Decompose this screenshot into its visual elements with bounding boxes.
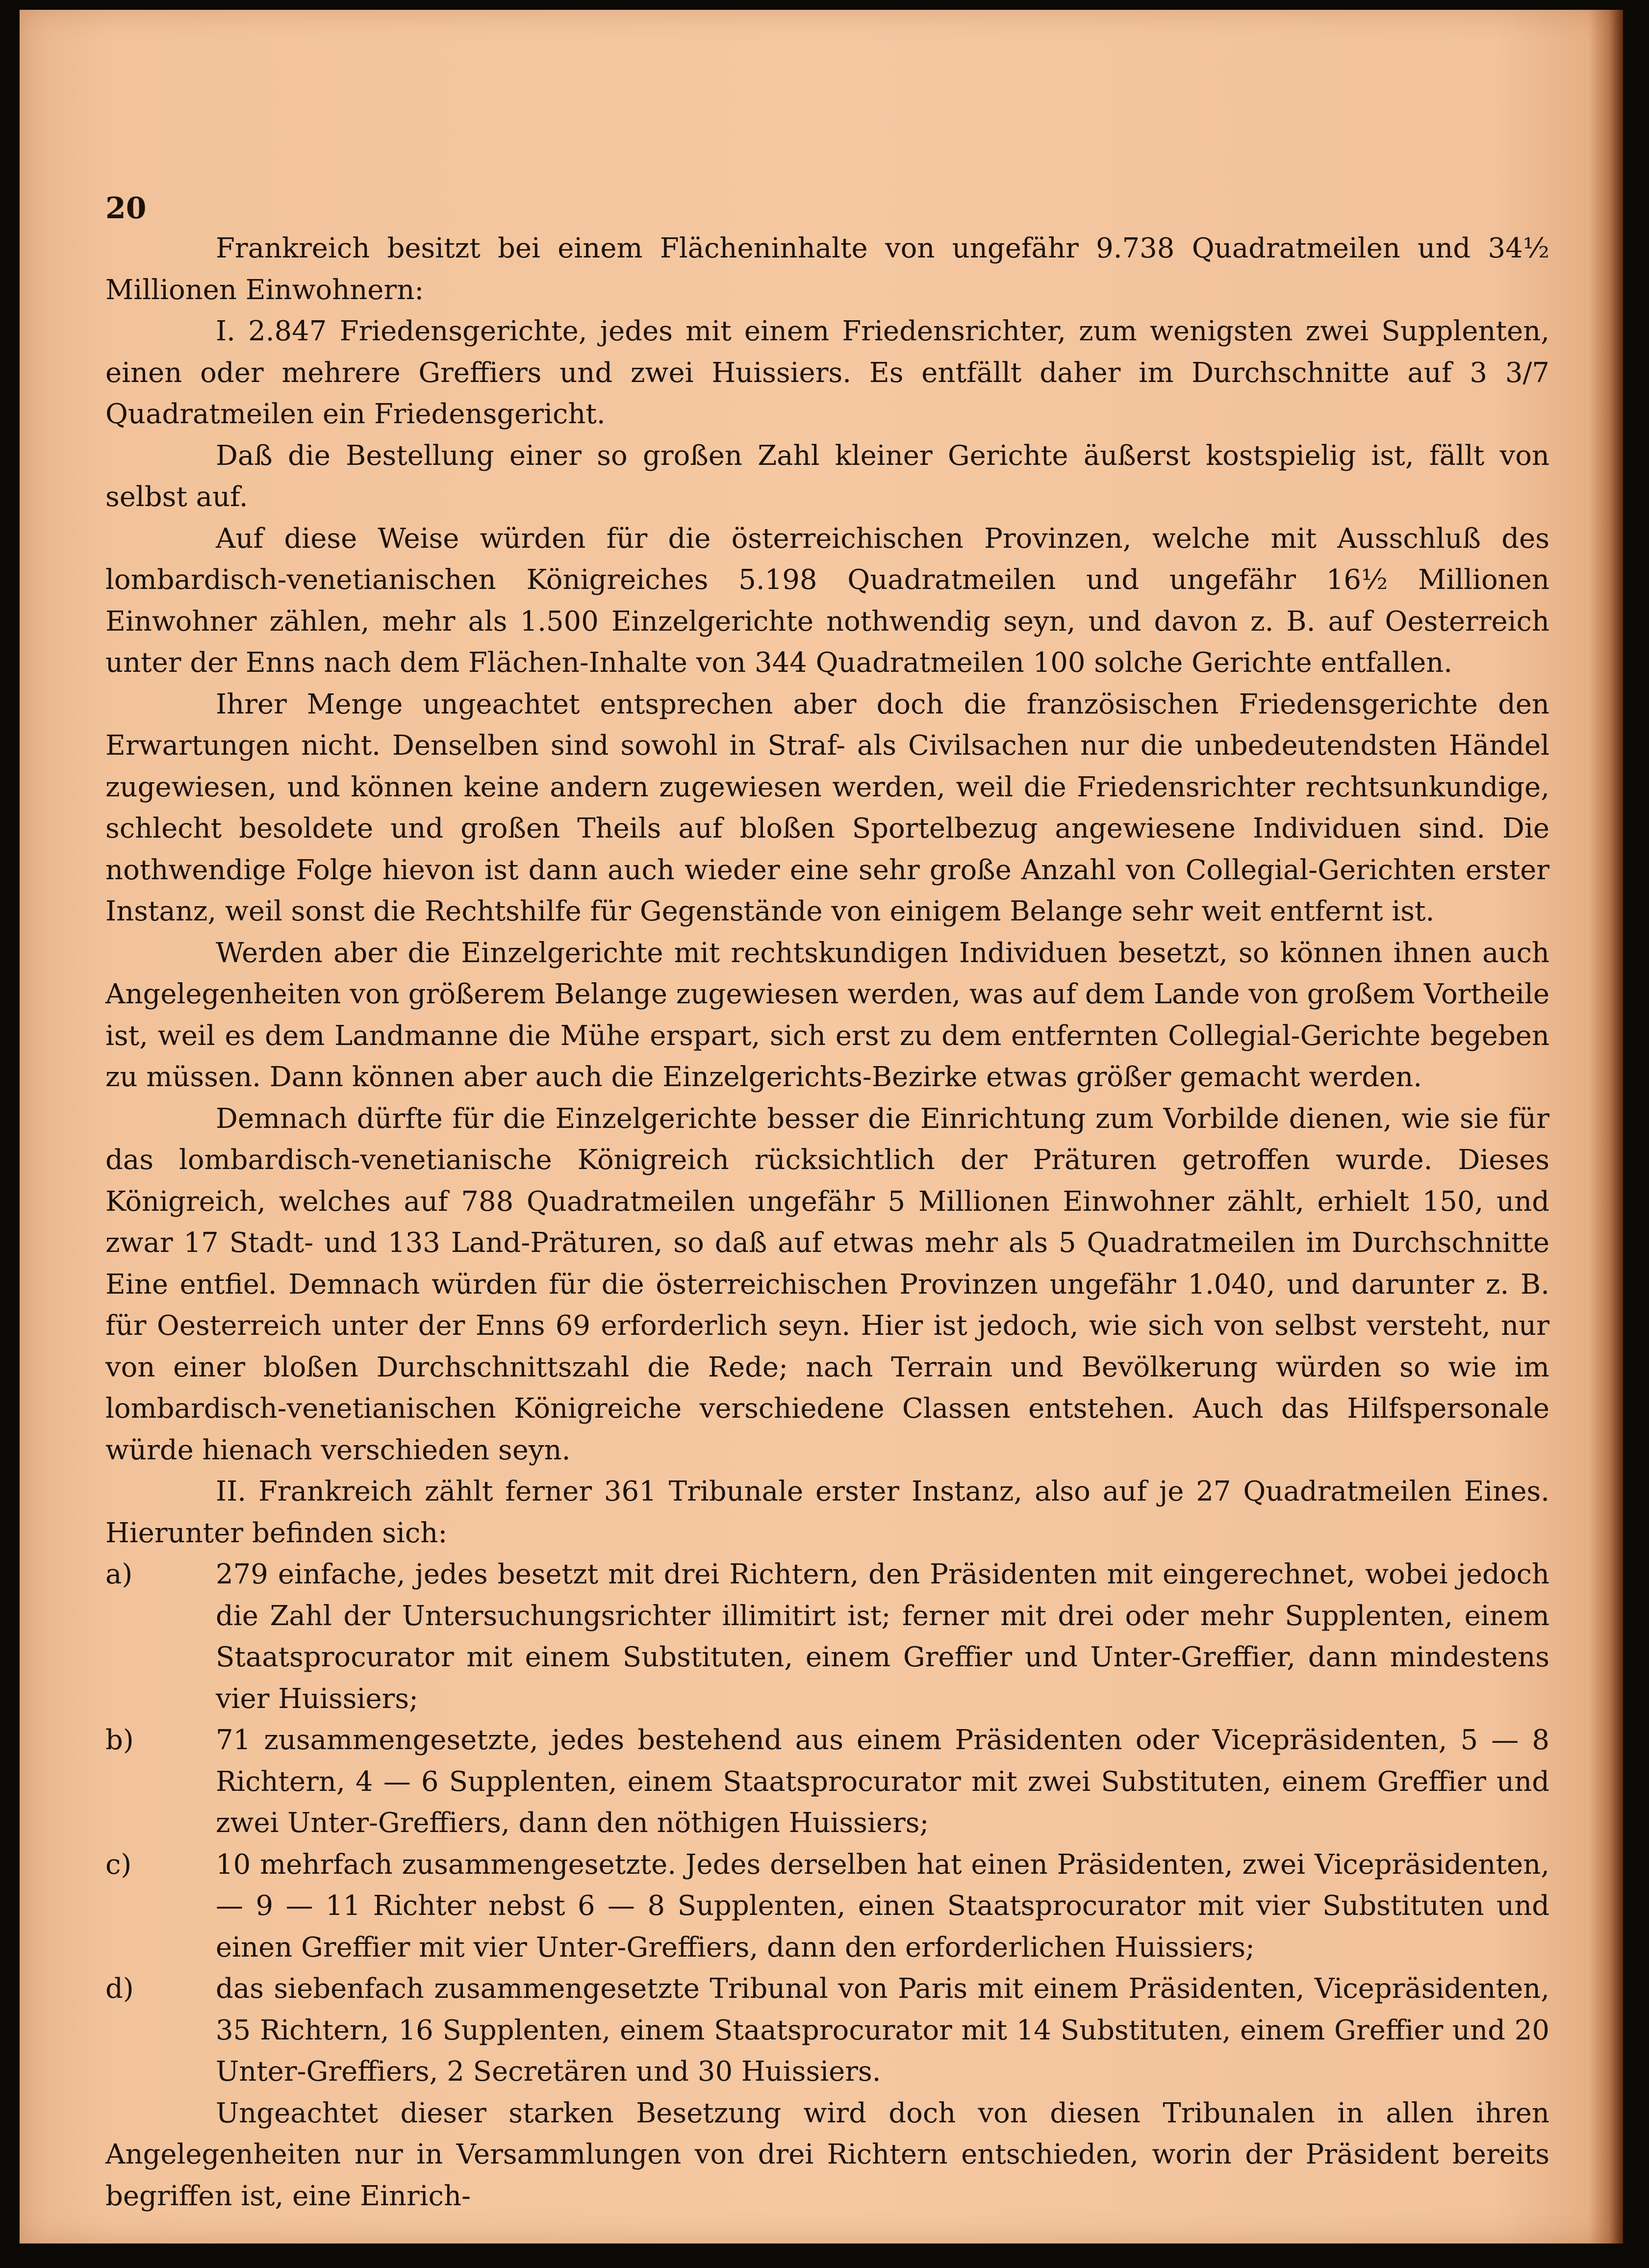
list-item-text: 10 mehrfach zusammengesetzte. Jedes derselben hat einen Präsidenten, zwei Vicepräsidenten, — 9 — 11 Richter nebst 6 — 8 Supplenten, einen Staatsprocurator mit vier Substituten und einen Greffier mit vier Unter-Greffiers, dann den erforderlichen Huissiers; [216, 1848, 1549, 1963]
list-item [105, 1720, 1549, 1844]
paragraph-8: II. Frankreich zählt ferner 361 Tribunale erster Instanz, also auf je 27 Quadratmeilen Eines. Hierunter befinden sich: [105, 1476, 1549, 1549]
list-item-label: a) [105, 1558, 133, 1590]
list-item-text: 279 einfache, jedes besetzt mit drei Richtern, den Präsidenten mit eingerechnet, wobei jedoch die Zahl der Untersuchungsrichter illimitirt ist; ferner mit drei oder mehr Supplenten, einem Staatsprocurator mit einem Substituten, einem Greffier und Unter-Greffier, dann mindestens vier Huissiers; [216, 1558, 1549, 1715]
page-number: 20 [105, 191, 147, 226]
paragraph-4: Auf diese Weise würden für die österreichischen Provinzen, welche mit Ausschluß des lombardisch-venetianischen Königreiches 5.198 Quadratmeilen und ungefähr 16½ Millionen Einwohner zählen, mehr als 1.500 Einzelgerichte nothwendig seyn, und davon z. B. auf Oesterreich unter der Enns nach dem Flächen-Inhalte von 344 Quadratmeilen 100 solche Gerichte entfallen. [105, 522, 1549, 679]
list-item [105, 1844, 1549, 1969]
paragraph-3: Daß die Bestellung einer so großen Zahl kleiner Gerichte äußerst kostspielig ist, fällt von selbst auf. [105, 439, 1549, 513]
list-item-text: das siebenfach zusammengesetzte Tribunal von Paris mit einem Präsidenten, Vicepräsidenten, 35 Richtern, 16 Supplenten, einem Staatsprocurator mit 14 Substituten, einem Greffier und 20 Unter-Greffiers, 2 Secretären und 30 Huissiers. [216, 1973, 1549, 2088]
paragraph-5: Ihrer Menge ungeachtet entsprechen aber doch die französischen Friedensgerichte den Erwartungen nicht. Denselben sind sowohl in Straf- als Civilsachen nur die unbedeutendsten Händel zugewiesen, und können keine andern zugewiesen werden, weil die Friedensrichter rechtsunkundige, schlecht besoldete und großen Theils auf bloßen Sportelbezug angewiesene Individuen sind. Die nothwendige Folge hievon ist dann auch wieder eine sehr große Anzahl von Collegial-Gerichten erster Instanz, weil sonst die Rechtshilfe für Gegenstände von einigem Belange sehr weit entfernt ist. [105, 688, 1549, 927]
document-page [20, 10, 1623, 2243]
paragraph-7: Demnach dürfte für die Einzelgerichte besser die Einrichtung zum Vorbilde dienen, wie sie für das lombardisch-venetianische Königreich rücksichtlich der Präturen getroffen wurde. Dieses Königreich, welches auf 788 Quadratmeilen ungefähr 5 Millionen Einwohner zählt, erhielt 150, und zwar 17 Stadt- und 133 Land-Präturen, so daß auf etwas mehr als 5 Quadratmeilen im Durchschnitte Eine entfiel. Demnach würden für die österreichischen Provinzen ungefähr 1.040, und darunter z. B. für Oesterreich unter der Enns 69 erforderlich seyn. Hier ist jedoch, wie sich von selbst versteht, nur von einer bloßen Durchschnittszahl die Rede; nach Terrain und Bevölkerung würden so wie im lombardisch-venetianischen Königreiche verschiedene Classen entstehen. Auch das Hilfspersonale würde hienach verschieden seyn. [105, 1102, 1549, 1466]
book-spine-shadow [1589, 10, 1623, 2243]
closing-paragraph: Ungeachtet dieser starken Besetzung wird doch von diesen Tribunalen in allen ihren Angelegenheiten nur in Versammlungen von drei Richtern entschieden, worin der Präsident bereits begriffen ist, eine Einrich- [105, 2097, 1549, 2212]
list-item-text: 71 zusammengesetzte, jedes bestehend aus einem Präsidenten oder Vicepräsidenten, 5 — 8 Richtern, 4 — 6 Supplenten, einem Staatsprocurator mit zwei Substituten, einem Greffier und zwei Unter-Greffiers, dann den nöthigen Huissiers; [216, 1724, 1549, 1839]
page-body [105, 228, 1549, 2217]
paragraph-1: Frankreich besitzt bei einem Flächeninhalte von ungefähr 9.738 Quadratmeilen und 34½ Millionen Einwohnern: [105, 232, 1549, 306]
paragraph-6: Werden aber die Einzelgerichte mit rechtskundigen Individuen besetzt, so können ihnen auch Angelegenheiten von größerem Belange zugewiesen werden, was auf dem Lande von großem Vortheile ist, weil es dem Landmanne die Mühe erspart, sich erst zu dem entfernten Collegial-Gerichte begeben zu müssen. Dann können aber auch die Einzelgerichts-Bezirke etwas größer gemacht werden. [105, 937, 1549, 1093]
list-item-label: c) [105, 1848, 132, 1881]
list-item-label: d) [105, 1973, 134, 2005]
list-item-label: b) [105, 1724, 134, 1756]
list-item [105, 1554, 1549, 1720]
list-item [105, 1968, 1549, 2093]
paragraph-2: I. 2.847 Friedensgerichte, jedes mit einem Friedensrichter, zum wenigsten zwei Supplenten, einen oder mehrere Greffiers und zwei Huissiers. Es entfällt daher im Durchschnitte auf 3 3/7 Quadratmeilen ein Friedensgericht. [105, 315, 1549, 430]
